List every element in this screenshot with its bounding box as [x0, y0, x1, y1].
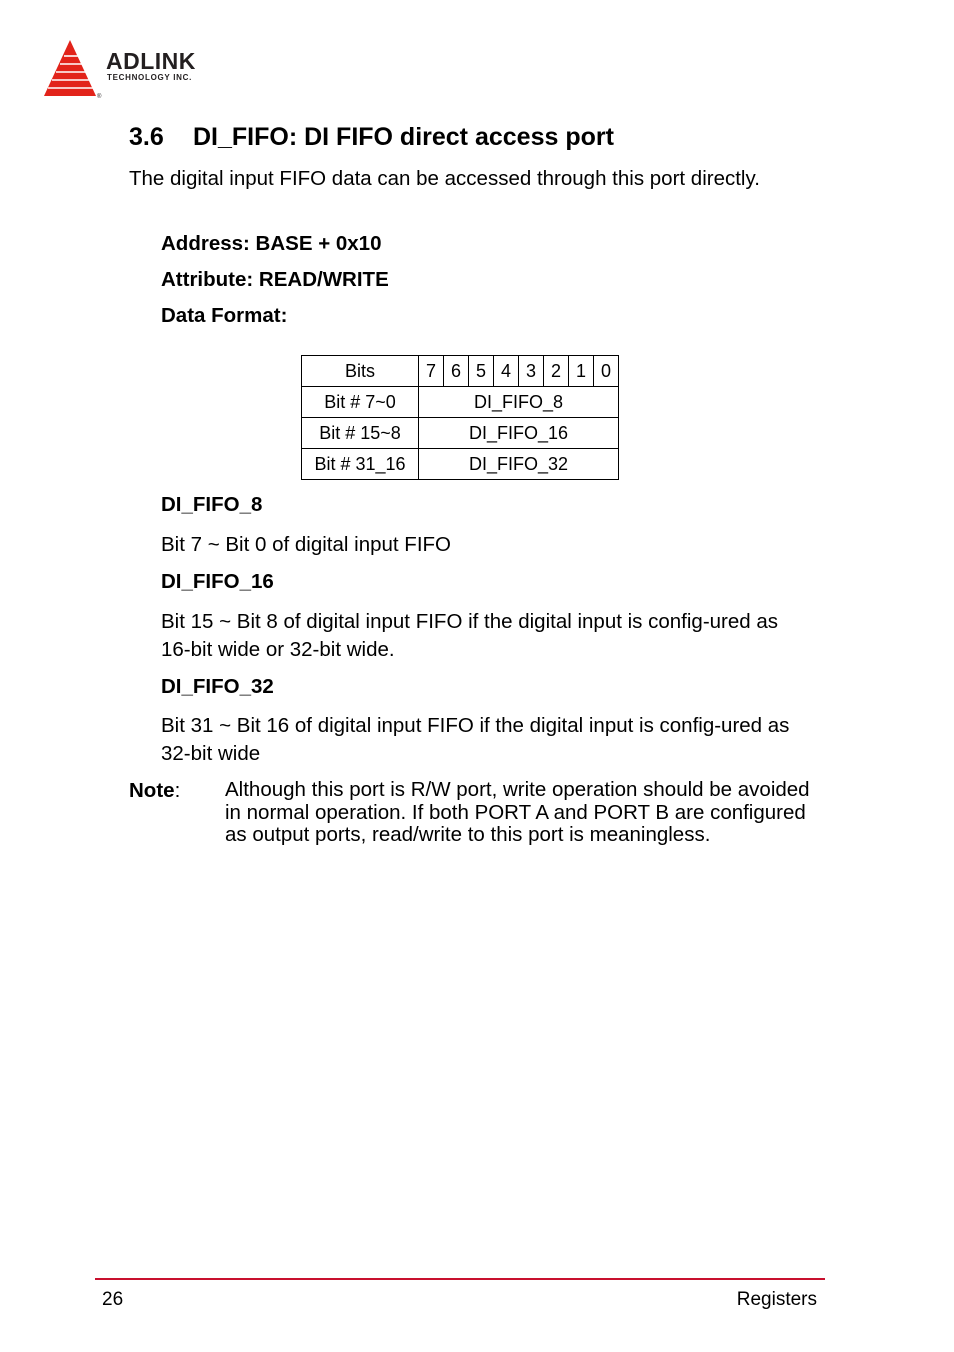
- logo-triangle-icon: [42, 38, 106, 100]
- footer-rule: [95, 1278, 825, 1280]
- table-header-cell: Bits: [302, 356, 419, 387]
- table-row: [302, 387, 619, 418]
- row-value-cell: DI_FIFO_16: [419, 418, 619, 449]
- row-label-cell: Bit # 7~0: [302, 387, 419, 418]
- field-desc-fifo32: Bit 31 ~ Bit 16 of digital input FIFO if the digital input is config-ured as 32-bit wide: [161, 714, 790, 765]
- row-value-cell: DI_FIFO_8: [419, 387, 619, 418]
- bit-cell: 0: [594, 356, 619, 387]
- note-text: Although this port is R/W port, write operation should be avoided in normal operation. If both PORT A and PORT B are configured as output ports, read/write to this port is meaningless.: [225, 778, 810, 846]
- address-label: Address: BASE + 0x10: [161, 232, 382, 255]
- bit-cell: 6: [444, 356, 469, 387]
- section-number: 3.6: [129, 123, 164, 151]
- section-title: DI_FIFO: DI FIFO direct access port: [193, 123, 614, 151]
- data-format-label: Data Format:: [161, 304, 288, 327]
- page-number: 26: [102, 1289, 124, 1310]
- bit-cell: 3: [519, 356, 544, 387]
- table-header-row: [302, 356, 619, 387]
- bit-cell: 4: [494, 356, 519, 387]
- logo-brand: ADLINK: [106, 48, 196, 74]
- field-desc-fifo16: Bit 15 ~ Bit 8 of digital input FIFO if the digital input is config-ured as 16-bit wide or 32-bit wide.: [161, 610, 779, 661]
- data-format-table: [301, 355, 619, 480]
- row-label-cell: Bit # 15~8: [302, 418, 419, 449]
- row-label-cell: Bit # 31_16: [302, 449, 419, 480]
- field-name-fifo32: DI_FIFO_32: [161, 675, 274, 698]
- section-heading: [129, 121, 614, 153]
- attribute-label: Attribute: READ/WRITE: [161, 268, 389, 291]
- note-colon: :: [174, 779, 181, 802]
- bit-cell: 2: [544, 356, 569, 387]
- field-desc-fifo8: Bit 7 ~ Bit 0 of digital input FIFO: [161, 533, 451, 556]
- logo-subtitle: TECHNOLOGY INC.: [107, 73, 193, 82]
- registered-mark: ®: [97, 94, 102, 100]
- bit-cell: 7: [419, 356, 444, 387]
- bit-cell: 1: [569, 356, 594, 387]
- table-row: [302, 449, 619, 480]
- row-value-cell: DI_FIFO_32: [419, 449, 619, 480]
- field-name-fifo16: DI_FIFO_16: [161, 570, 274, 593]
- bit-cell: 5: [469, 356, 494, 387]
- intro-paragraph: The digital input FIFO data can be accessed through this port directly.: [129, 167, 760, 190]
- note-label-text: Note: [129, 779, 175, 802]
- footer-section-name: Registers: [736, 1289, 817, 1310]
- field-name-fifo8: DI_FIFO_8: [161, 493, 263, 516]
- note-label: [129, 779, 180, 803]
- table-row: [302, 418, 619, 449]
